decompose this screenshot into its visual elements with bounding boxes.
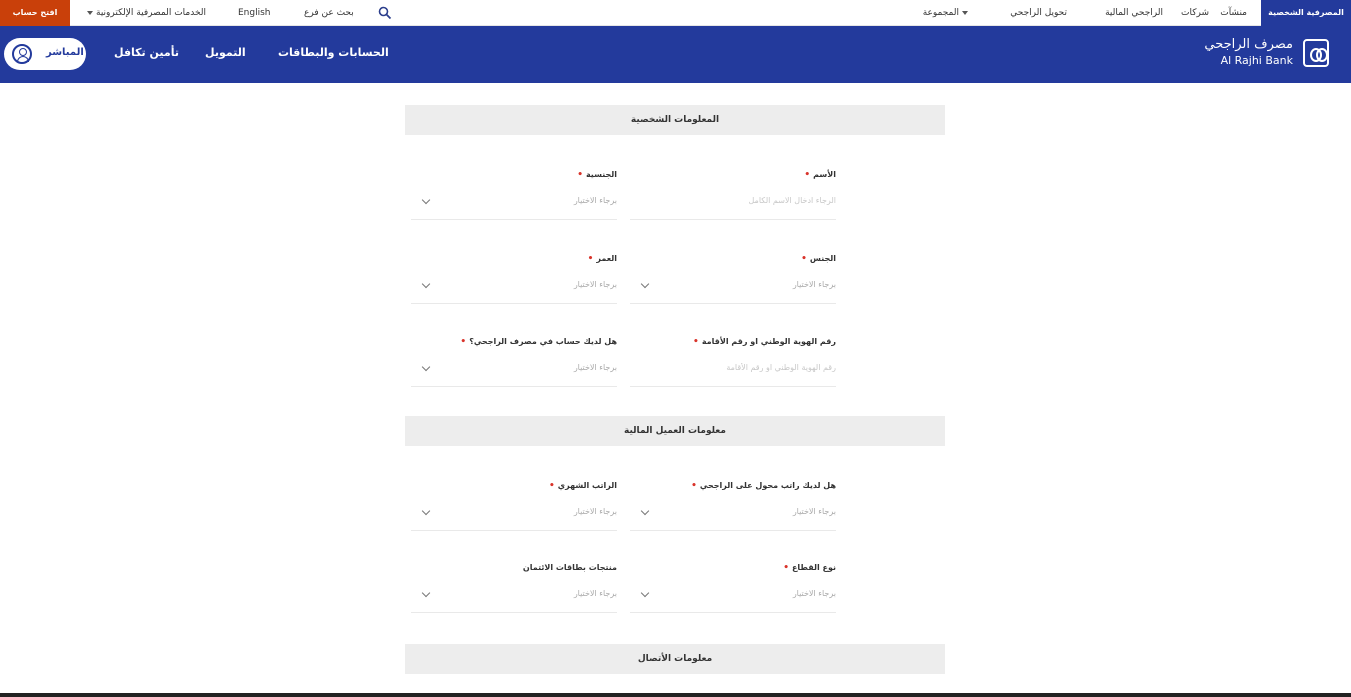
al-rajhi-logo-icon[interactable] xyxy=(1303,39,1329,67)
group-label: المجموعة xyxy=(922,8,959,18)
nav-group[interactable] xyxy=(923,0,971,26)
nav-capital[interactable]: الراجحي المالية xyxy=(1105,8,1163,18)
ebanking-label: الخدمات المصرفية الإلكترونية xyxy=(96,8,207,18)
direct-label: المباشر xyxy=(46,47,84,58)
required-mark: • xyxy=(693,337,699,347)
monthly-salary-value: برجاء الاختيار xyxy=(573,507,617,516)
required-mark: • xyxy=(783,563,789,573)
gender-value: برجاء الاختيار xyxy=(792,280,836,289)
nav-branch-search[interactable]: بحث عن فرع xyxy=(304,8,354,18)
salary-transfer-value: برجاء الاختيار xyxy=(792,507,836,516)
main-header xyxy=(0,26,1351,83)
nationality-value: برجاء الاختيار xyxy=(573,196,617,205)
name-input[interactable] xyxy=(636,196,836,205)
section-personal-info: المعلومات الشخصية xyxy=(405,105,945,135)
id-number-field[interactable] xyxy=(630,337,836,387)
chevron-down-icon xyxy=(962,11,968,15)
nav-products[interactable]: منشآت xyxy=(1220,8,1247,18)
age-value: برجاء الاختيار xyxy=(573,280,617,289)
chevron-down-icon xyxy=(87,11,93,15)
id-number-label: رقم الهوية الوطني او رقم الأقامة• xyxy=(693,337,836,347)
chevron-down-icon xyxy=(422,363,430,371)
has-account-label: هل لديك حساب في مصرف الراجحي؟• xyxy=(460,337,617,347)
age-select[interactable] xyxy=(411,254,617,304)
chevron-down-icon xyxy=(641,589,649,597)
gender-select[interactable] xyxy=(630,254,836,304)
nav-personal-banking[interactable]: المصرفية الشخصية xyxy=(1261,0,1351,26)
chevron-down-icon xyxy=(422,589,430,597)
section-contact-info: معلومات الأتصال xyxy=(405,644,945,674)
has-account-select[interactable] xyxy=(411,337,617,387)
nav-accounts-cards[interactable]: الحسابات والبطاقات xyxy=(278,46,389,59)
salary-transfer-label: هل لديك راتب محول على الراجحي• xyxy=(691,481,836,491)
section-financial-info: معلومات العميل المالية xyxy=(405,416,945,446)
top-utility-bar xyxy=(0,0,1351,26)
age-label: العمر• xyxy=(587,254,617,264)
nav-ebanking[interactable] xyxy=(84,0,206,26)
name-label: الأسم• xyxy=(804,170,836,180)
logo-arabic-text: مصرف الراجحي xyxy=(1204,37,1293,52)
nav-financing[interactable]: التمويل xyxy=(205,46,246,59)
bottom-divider xyxy=(0,693,1351,697)
nav-transfer[interactable]: تحويل الراجحي xyxy=(1010,8,1067,18)
gender-label: الجنس• xyxy=(801,254,836,264)
chevron-down-icon xyxy=(422,280,430,288)
sector-label: نوع القطاع• xyxy=(783,563,836,573)
monthly-salary-select[interactable] xyxy=(411,481,617,531)
sector-value: برجاء الاختيار xyxy=(792,589,836,598)
credit-products-value: برجاء الاختيار xyxy=(573,589,617,598)
nav-takaful[interactable]: تأمين تكافل xyxy=(114,46,179,59)
credit-products-select[interactable] xyxy=(411,563,617,613)
open-account-button[interactable]: افتح حساب xyxy=(0,0,70,26)
logo-english-text: Al Rajhi Bank xyxy=(1220,54,1293,67)
id-number-input[interactable] xyxy=(636,363,836,372)
required-mark: • xyxy=(801,254,807,264)
chevron-down-icon xyxy=(641,507,649,515)
nationality-label: الجنسية• xyxy=(577,170,617,180)
person-icon xyxy=(12,44,32,64)
required-mark: • xyxy=(804,170,811,180)
required-mark: • xyxy=(691,481,697,491)
required-mark: • xyxy=(460,337,467,347)
chevron-down-icon xyxy=(422,196,430,204)
nav-english[interactable]: English xyxy=(238,8,271,18)
salary-transfer-select[interactable] xyxy=(630,481,836,531)
nav-companies[interactable]: شركات xyxy=(1180,8,1209,18)
sector-select[interactable] xyxy=(630,563,836,613)
nationality-select[interactable] xyxy=(411,170,617,220)
required-mark: • xyxy=(577,170,583,180)
direct-login-button[interactable] xyxy=(4,38,86,70)
name-field[interactable] xyxy=(630,170,836,220)
required-mark: • xyxy=(587,254,594,264)
has-account-value: برجاء الاختيار xyxy=(573,363,617,372)
monthly-salary-label: الراتب الشهري• xyxy=(549,481,617,491)
credit-products-label: منتجات بطاقات الائتمان xyxy=(522,563,617,572)
required-mark: • xyxy=(549,481,555,491)
chevron-down-icon xyxy=(641,280,649,288)
chevron-down-icon xyxy=(422,507,430,515)
